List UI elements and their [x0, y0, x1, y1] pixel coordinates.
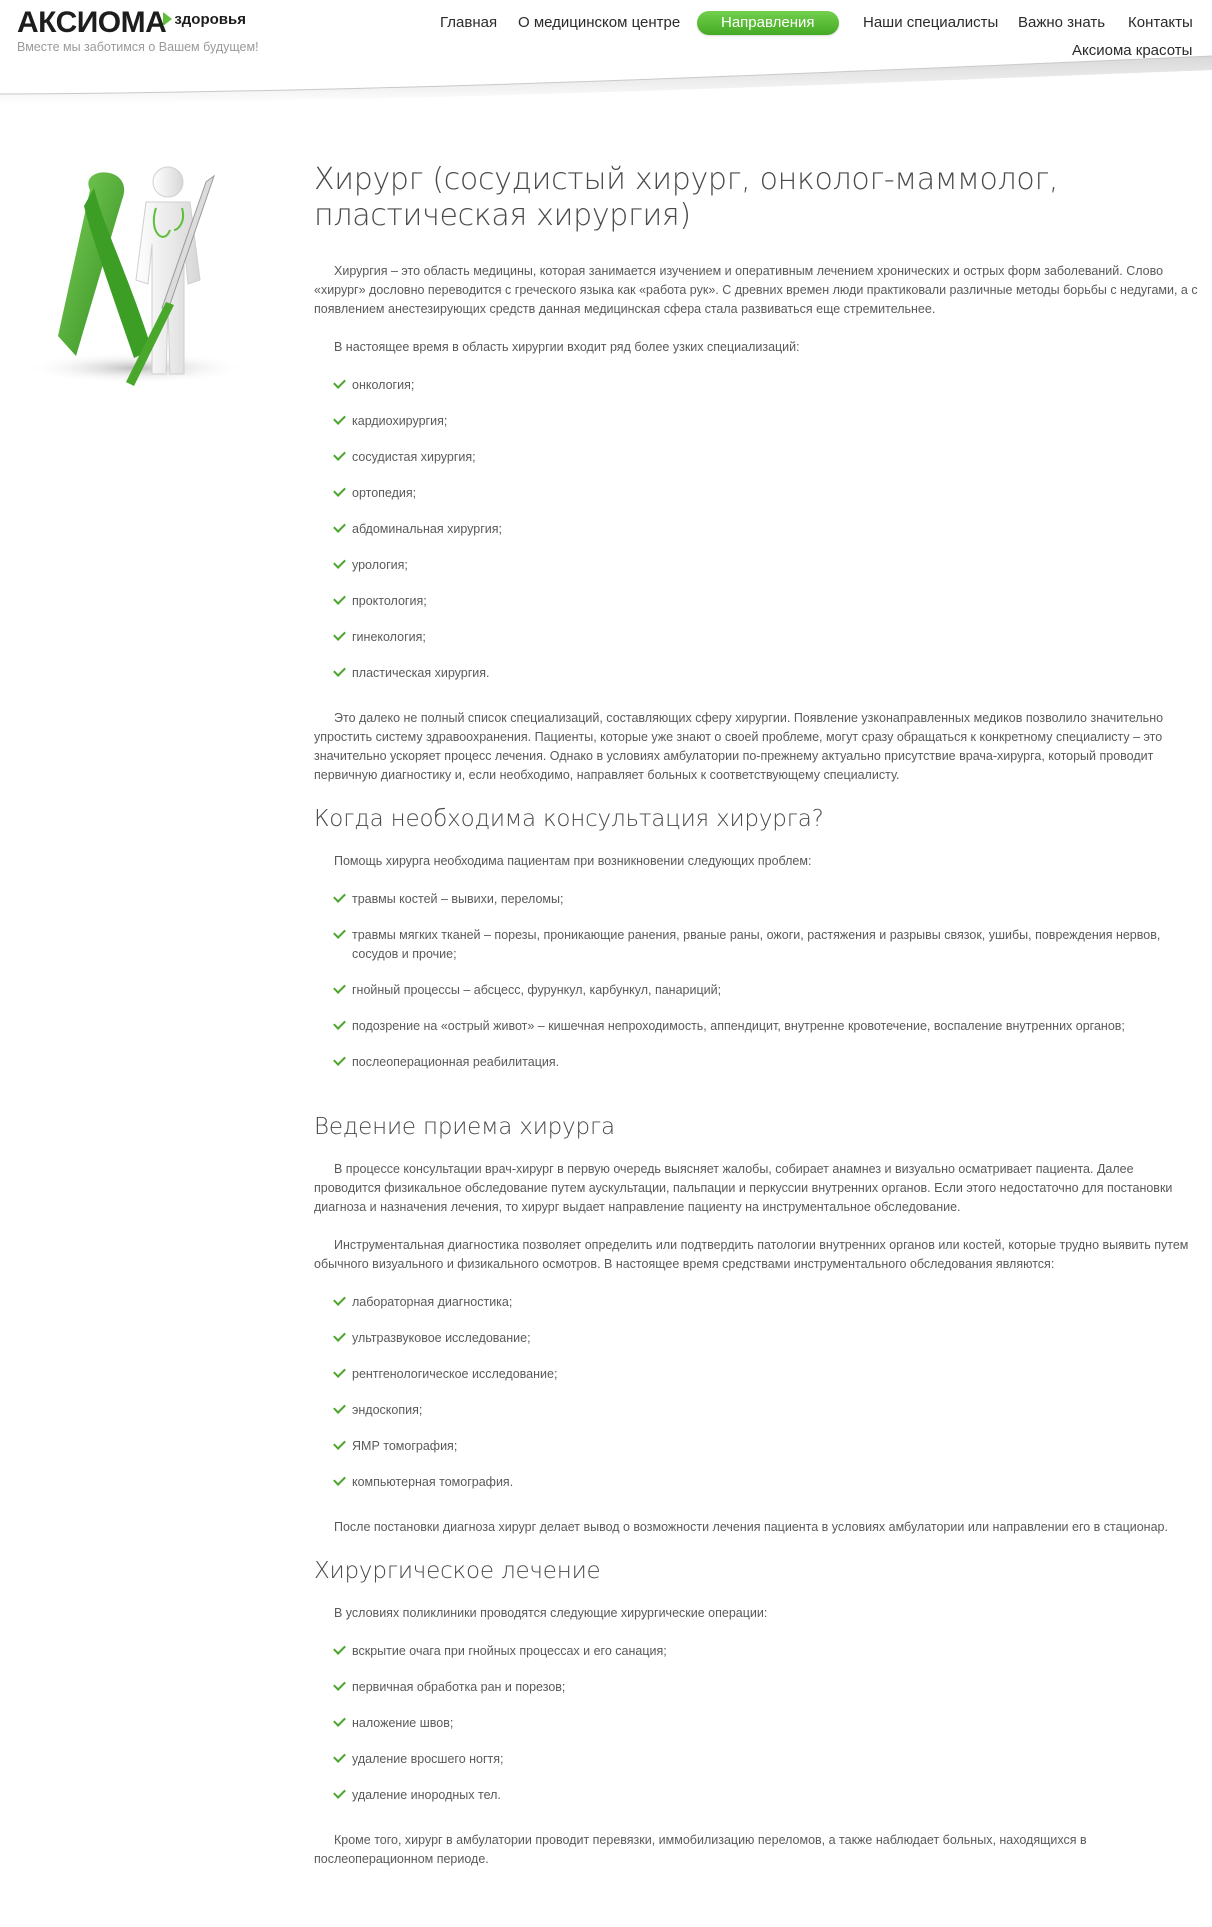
check-icon: [333, 1017, 346, 1030]
list-item: компьютерная томография.: [314, 1473, 1200, 1492]
surgeon-ribbon-icon: [18, 160, 268, 400]
check-icon: [333, 1293, 346, 1306]
check-icon: [333, 592, 346, 605]
reception-heading: Ведение приема хирурга: [314, 1114, 615, 1140]
check-icon: [333, 448, 346, 461]
list-item: травмы мягких тканей – порезы, проникающие ранения, рваные раны, ожоги, растяжения и разрывы связок, ушибы, повреждения нервов, сосудов и прочие;: [314, 926, 1200, 964]
check-icon: [333, 664, 346, 677]
treatment-outro-paragraph: Кроме того, хирург в амбулатории проводит перевязки, иммобилизацию переломов, а также наблюдает больных, находящихся в послеоперационном периоде.: [314, 1833, 1087, 1866]
list-item: пластическая хирургия.: [314, 664, 1200, 683]
list-item: удаление инородных тел.: [314, 1786, 1200, 1805]
list-item: эндоскопия;: [314, 1401, 1200, 1420]
check-icon: [333, 556, 346, 569]
check-icon: [333, 1750, 346, 1763]
list-item: рентгенологическое исследование;: [314, 1365, 1200, 1384]
check-icon: [333, 1714, 346, 1727]
list-item: наложение швов;: [314, 1714, 1200, 1733]
main-nav: [432, 12, 1202, 59]
check-icon: [333, 981, 346, 994]
list-item: ортопедия;: [314, 484, 1200, 503]
logo-main-text: АКСИОМА: [17, 6, 167, 39]
list-item: ЯМР томография;: [314, 1437, 1200, 1456]
list-item: лабораторная диагностика;: [314, 1293, 1200, 1312]
check-icon: [333, 1786, 346, 1799]
nav-item-beauty[interactable]: Аксиома красоты: [1072, 42, 1193, 59]
consult-list: [314, 890, 1200, 1072]
nav-item-specialists[interactable]: Наши специалисты: [863, 14, 999, 31]
list-item: подозрение на «острый живот» – кишечная непроходимость, аппендицит, внутренне кровотечение, воспаление внутренних органов;: [314, 1017, 1200, 1036]
check-icon: [333, 926, 346, 939]
check-icon: [333, 1437, 346, 1450]
specializations-list: [314, 376, 1200, 683]
list-item: ультразвуковое исследование;: [314, 1329, 1200, 1348]
reception-paragraph-2: Инструментальная диагностика позволяет определить или подтвердить патологии внутренних органов или костей, которые трудно выявить путем обычного визуального и физикального осмотров. В настоящее время средствами инструментального обследования являются:: [314, 1238, 1189, 1271]
page-title: Хирург (сосудистый хирург, онколог-маммолог, пластическая хирургия): [314, 162, 1059, 233]
nav-item-contacts[interactable]: Контакты: [1128, 14, 1193, 31]
reception-paragraph-1: В процессе консультации врач-хирург в первую очередь выясняет жалобы, собирает анамнез и визуально осматривает пациента. Далее проводится физикальное обследование путем аускультации, пальпации и перкуссии внутренних органов. Если этого недостаточно для постановки диагноза и назначения лечения, то хирург выдает направление пациенту на инструментальное обследование.: [314, 1162, 1173, 1214]
operations-list: [314, 1642, 1200, 1805]
list-item: гинекология;: [314, 628, 1200, 647]
check-icon: [333, 484, 346, 497]
list-item: сосудистая хирургия;: [314, 448, 1200, 467]
list-item: проктология;: [314, 592, 1200, 611]
nav-item-directions[interactable]: Направления: [697, 11, 839, 35]
nav-item-home[interactable]: Главная: [440, 14, 498, 31]
nav-item-important[interactable]: Важно знать: [1018, 14, 1106, 31]
check-icon: [333, 412, 346, 425]
list-item: онкология;: [314, 376, 1200, 395]
article-content: [314, 162, 1200, 1888]
check-icon: [333, 890, 346, 903]
site-logo[interactable]: [17, 6, 246, 40]
reception-outro-paragraph: После постановки диагноза хирург делает вывод о возможности лечения пациента в условиях амбулатории или направлении его в стационар.: [334, 1520, 1168, 1534]
list-item: урология;: [314, 556, 1200, 575]
check-icon: [333, 1678, 346, 1691]
nav-item-about[interactable]: О медицинском центре: [518, 14, 681, 31]
check-icon: [333, 1401, 346, 1414]
site-header: [0, 0, 1212, 108]
treatment-heading: Хирургическое лечение: [314, 1558, 601, 1584]
treatment-intro-paragraph: В условиях поликлиники проводятся следующие хирургические операции:: [334, 1606, 768, 1620]
list-item: гнойный процессы – абсцесс, фурункул, карбункул, панариций;: [314, 981, 1200, 1000]
check-icon: [333, 1053, 346, 1066]
consult-intro-paragraph: Помощь хирурга необходима пациентам при возникновении следующих проблем:: [334, 854, 812, 868]
check-icon: [333, 376, 346, 389]
check-icon: [333, 1365, 346, 1378]
check-icon: [333, 1329, 346, 1342]
list-item: кардиохирургия;: [314, 412, 1200, 431]
check-icon: [333, 520, 346, 533]
diagnostics-list: [314, 1293, 1200, 1492]
list-item: вскрытие очага при гнойных процессах и его санация;: [314, 1642, 1200, 1661]
list-item: послеоперационная реабилитация.: [314, 1053, 1200, 1072]
list-item: абдоминальная хирургия;: [314, 520, 1200, 539]
spec-outro-paragraph: Это далеко не полный список специализаций, составляющих сферу хирургии. Появление узконаправленных медиков позволило значительно упростить систему здравоохранения. Пациенты, которые уже знают о своей проблеме, могут сразу обращаться к конкретному специалисту – это значительно ускоряет процесс лечения. Однако в условиях амбулатории по-прежнему актуально присутствие врача-хирурга, который проводит первичную диагностику и, если необходимо, направляет больных к соответствующему специалисту.: [314, 711, 1164, 782]
list-item: удаление вросшего ногтя;: [314, 1750, 1200, 1769]
site-tagline: Вместе мы заботимся о Вашем будущем!: [17, 40, 259, 54]
logo-flag-icon: [163, 12, 172, 26]
intro-paragraph: Хирургия – это область медицины, которая занимается изучением и оперативным лечением хронических и острых форм заболеваний. Слово «хирург» дословно переводится с греческого языка как «работа рук». С древних времен люди практиковали различные методы борьбы с недугами, а с появлением анестезирующих средств данная медицинская сфера стала развиваться еще стремительнее.: [314, 264, 1198, 316]
check-icon: [333, 1473, 346, 1486]
check-icon: [333, 1642, 346, 1655]
consult-heading: Когда необходима консультация хирурга?: [314, 806, 824, 832]
spec-intro-paragraph: В настоящее время в область хирургии входит ряд более узких специализаций:: [334, 340, 800, 354]
list-item: первичная обработка ран и порезов;: [314, 1678, 1200, 1697]
check-icon: [333, 628, 346, 641]
logo-sub-text: здоровья: [174, 11, 246, 28]
list-item: травмы костей – вывихи, переломы;: [314, 890, 1200, 909]
